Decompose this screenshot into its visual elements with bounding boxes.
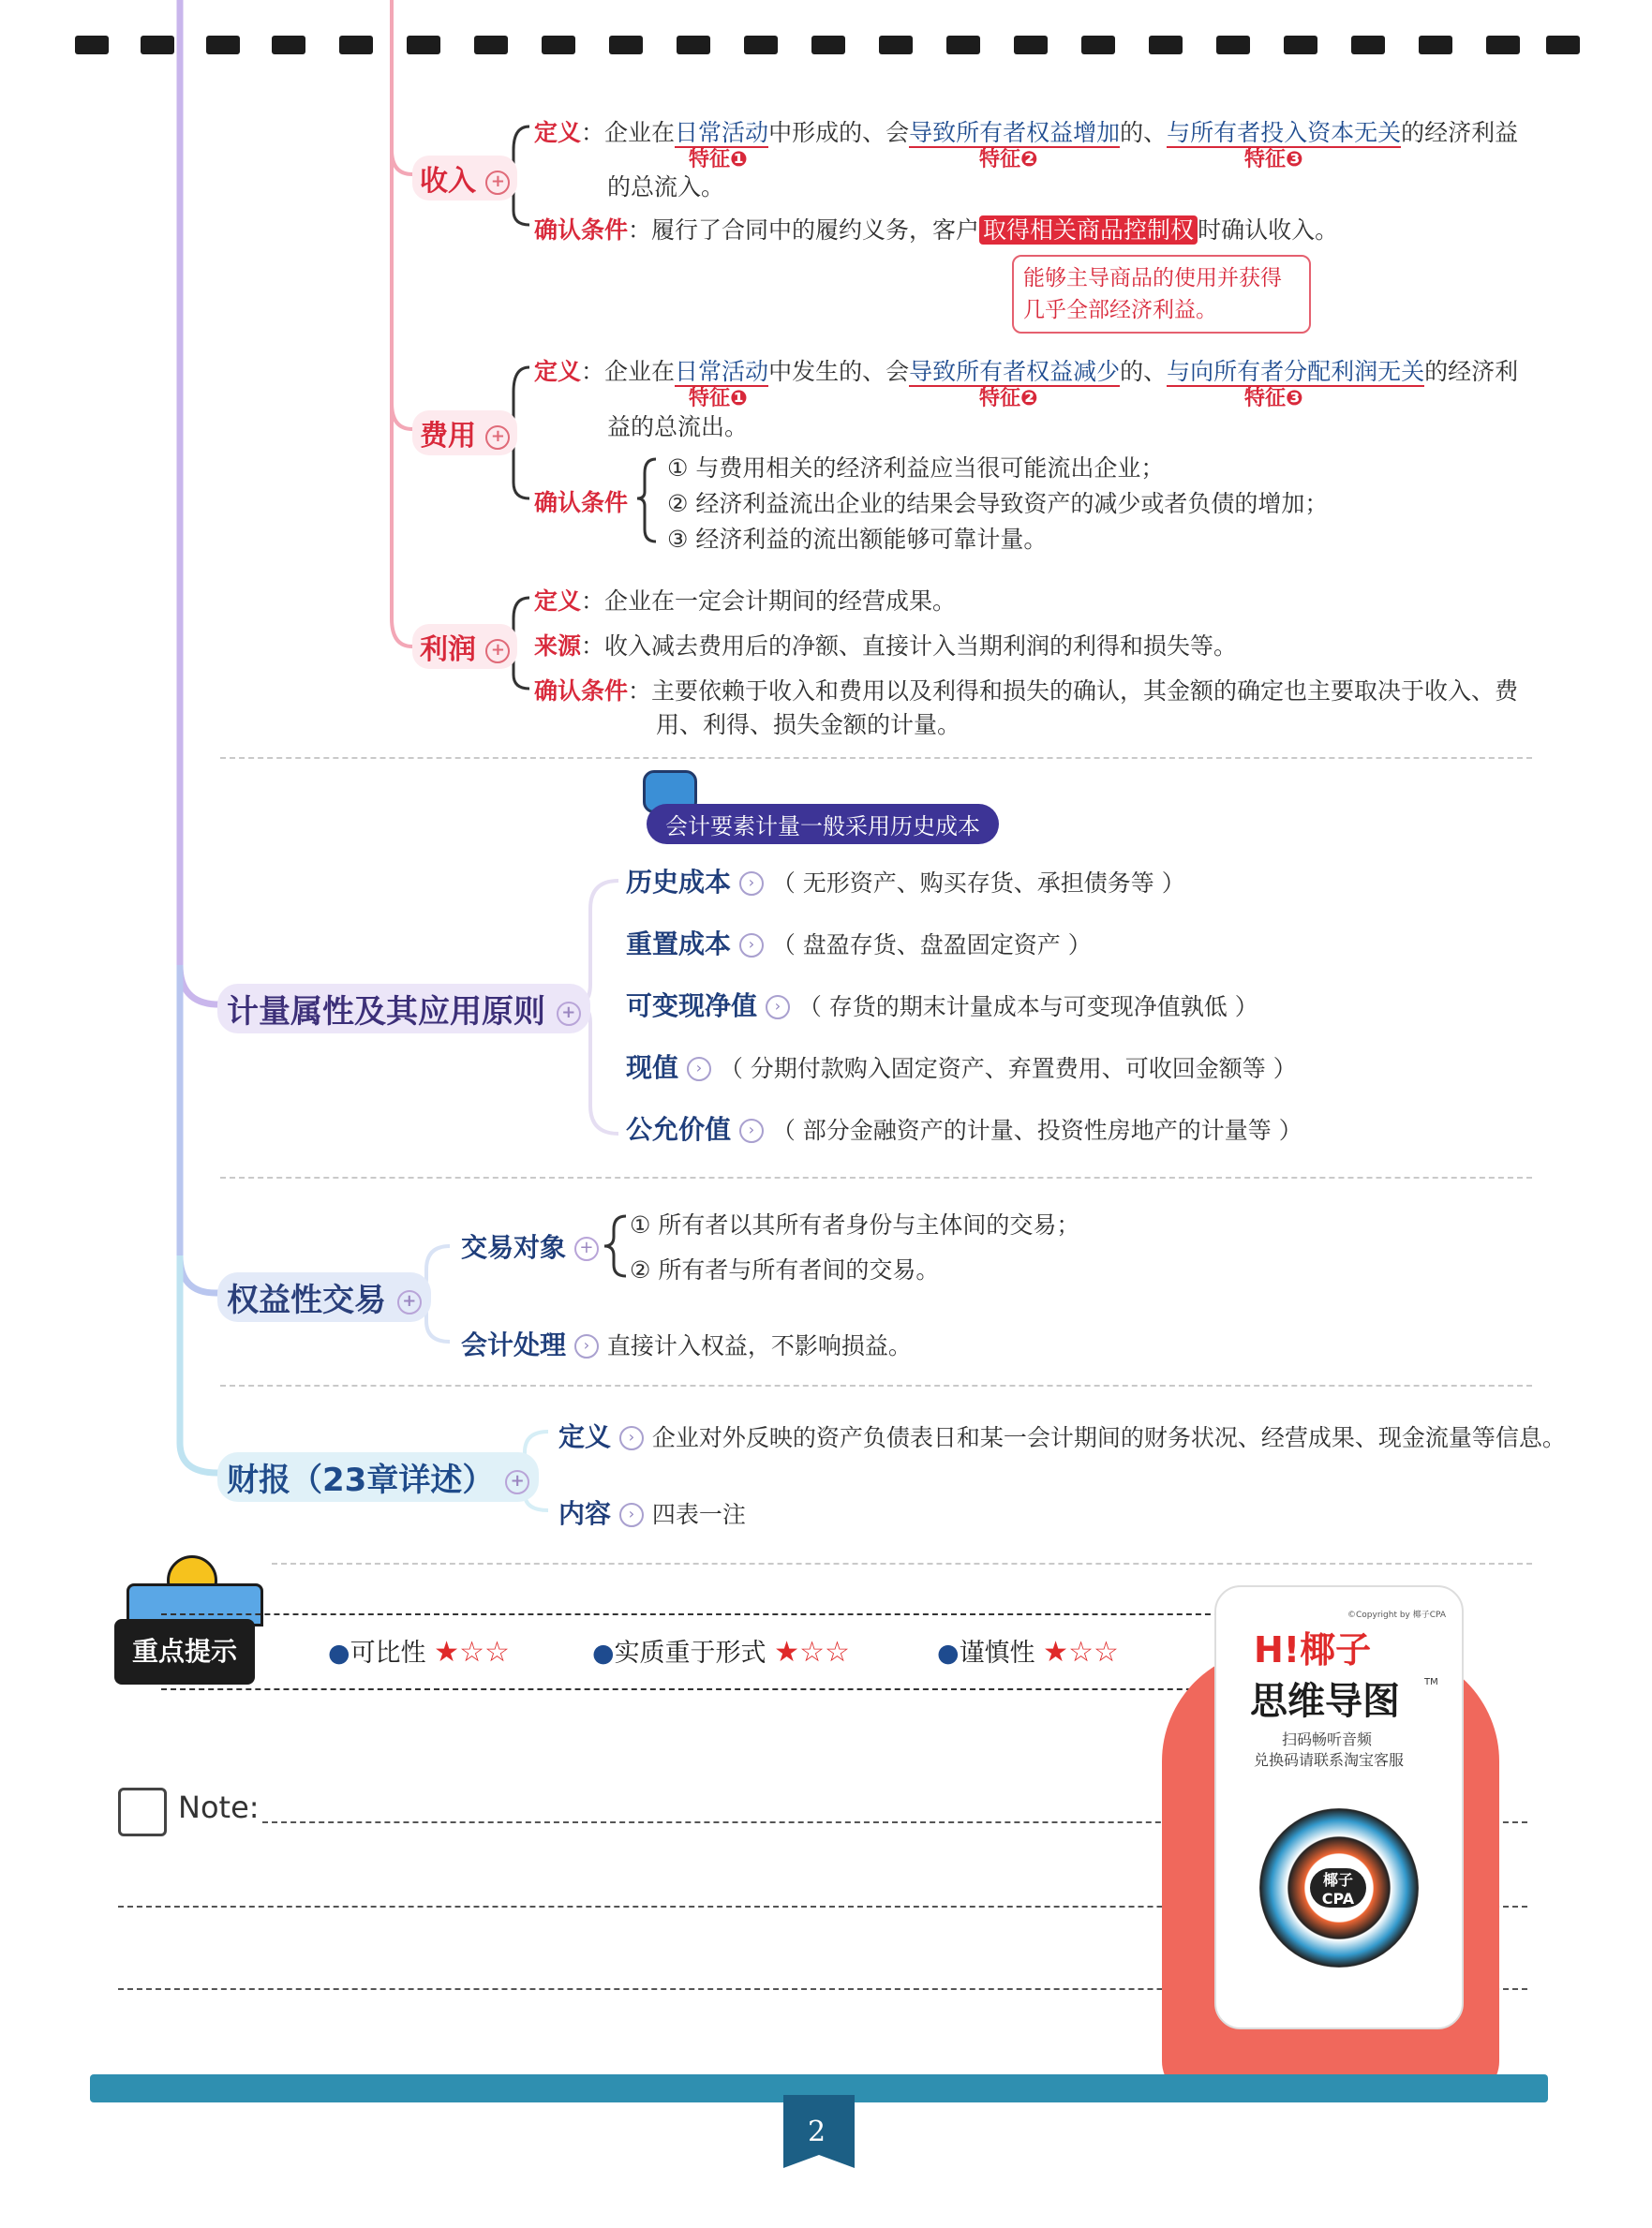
expand-icon[interactable]: + <box>505 1470 529 1494</box>
highlight-equity-decrease: 导致所有者权益减少 <box>909 358 1121 385</box>
revenue-callout <box>1012 255 1311 334</box>
text: 企业在 <box>604 119 676 146</box>
expense-condition-item: ② 经济利益流出企业的结果会导致资产的减少或者负债的增加； <box>667 490 1329 517</box>
measurement-item-note: （ 分期付款购入固定资产、弃置费用、可收回金额等 ） <box>719 1055 1297 1082</box>
brand-top: H!椰子 <box>1254 1629 1372 1671</box>
equity-object-item: ① 所有者以其所有者身份与主体间的交易； <box>630 1211 1080 1239</box>
text: 中发生的、会 <box>768 358 910 385</box>
expense-definition-cont: 益的总流出。 <box>607 413 749 440</box>
tips-badge: 重点提示 <box>114 1619 255 1685</box>
report-definition <box>558 1417 1566 1454</box>
callout-text: 能够主导商品的使用并获得几乎全部经济利益。 <box>1023 266 1282 322</box>
star-empty-icon: ☆ <box>1068 1636 1094 1669</box>
equity-node <box>217 1272 431 1322</box>
measurement-node-label: 计量属性及其应用原则 <box>227 993 545 1031</box>
measurement-banner: 会计要素计量一般采用历史成本 <box>647 804 999 844</box>
text: 履行了合同中的履约义务，客户 <box>651 216 980 244</box>
expense-definition: 定义：企业在日常活动中发生的、会导致所有者权益减少的、与向所有者分配利润无关的经济利 <box>534 358 1519 385</box>
revenue-definition: 定义：企业在日常活动中形成的、会导致所有者权益增加的、与所有者投入资本无关的经济利益 <box>534 119 1519 146</box>
measurement-item <box>626 862 1185 899</box>
brand-main: 思维导图 <box>1250 1680 1400 1723</box>
text: 企业在一定会计期间的经营成果。 <box>604 587 957 615</box>
arrow-icon[interactable]: › <box>739 871 764 896</box>
highlight-profit-unrelated: 与向所有者分配利润无关 <box>1167 358 1425 385</box>
report-node-label: 财报（23章详述） <box>227 1462 495 1499</box>
divider <box>272 1563 1532 1565</box>
divider <box>220 1385 1532 1387</box>
expand-icon[interactable]: + <box>574 1237 599 1261</box>
equity-node-label: 权益性交易 <box>227 1282 386 1319</box>
condition-label: 确认条件 <box>534 677 629 705</box>
star-empty-icon: ☆ <box>1093 1636 1119 1669</box>
measurement-item-note: （ 盘盈存货、盘盈固定资产 ） <box>771 931 1092 958</box>
definition-label: 定义 <box>534 119 582 146</box>
condition-label: 确认条件 <box>534 216 629 244</box>
expand-icon[interactable]: + <box>485 639 510 663</box>
phone-card <box>1214 1585 1464 2029</box>
revenue-feature-3: 特征❸ <box>1244 148 1303 171</box>
equity-treatment-text: 直接计入权益，不影响损益。 <box>606 1332 912 1359</box>
page-number: 2 <box>808 2116 826 2148</box>
highlight-daily-activity: 日常活动 <box>675 358 769 385</box>
measurement-item <box>626 1047 1297 1085</box>
tip-label: 实质重于形式 <box>614 1639 766 1668</box>
tip-label: 谨慎性 <box>959 1639 1035 1668</box>
measurement-item-label: 重置成本 <box>626 928 732 959</box>
report-definition-label: 定义 <box>558 1421 612 1452</box>
text: 的、 <box>1120 119 1168 146</box>
star-filled-icon: ★ <box>1043 1636 1069 1669</box>
star-empty-icon: ☆ <box>459 1636 484 1669</box>
definition-label: 定义 <box>534 587 582 615</box>
arrow-icon[interactable]: › <box>739 1119 764 1143</box>
expense-feature-3: 特征❸ <box>1244 387 1303 410</box>
divider <box>220 1177 1532 1179</box>
revenue-definition-cont: 的总流入。 <box>607 173 725 201</box>
expense-condition-item: ③ 经济利益的流出额能够可靠计量。 <box>667 526 1048 553</box>
arrow-icon[interactable]: › <box>687 1057 711 1081</box>
measurement-item-label: 现值 <box>626 1052 679 1083</box>
star-empty-icon: ☆ <box>824 1636 850 1669</box>
measurement-item-note: （ 存货的期末计量成本与可变现净值孰低 ） <box>797 993 1258 1020</box>
measurement-item-note: （ 部分金融资产的计量、投资性房地产的计量等 ） <box>771 1117 1302 1144</box>
equity-object-item: ② 所有者与所有者间的交易。 <box>630 1256 940 1284</box>
expense-feature-2: 特征❷ <box>979 387 1038 410</box>
measurement-node <box>217 984 590 1033</box>
revenue-node <box>412 156 517 201</box>
profit-definition: 定义：企业在一定会计期间的经营成果。 <box>534 587 957 615</box>
pencil-icon <box>118 1788 167 1836</box>
report-node <box>217 1452 539 1502</box>
expense-feature-1: 特征❶ <box>689 387 748 410</box>
star-empty-icon: ☆ <box>484 1636 510 1669</box>
measurement-item-note: （ 无形资产、购买存货、承担债务等 ） <box>771 869 1185 897</box>
arrow-icon[interactable]: › <box>766 995 790 1019</box>
equity-treatment-label: 会计处理 <box>461 1329 567 1360</box>
star-filled-icon: ★ <box>774 1636 800 1669</box>
tip-item: ●谨慎性 ★☆☆ <box>937 1636 1119 1669</box>
revenue-feature-2: 特征❷ <box>979 148 1038 171</box>
note-label: Note: <box>178 1790 260 1825</box>
brand-copyright: ©Copyright by 椰子CPA <box>1347 1611 1447 1620</box>
measurement-item-label: 历史成本 <box>626 867 732 898</box>
tip-label: 可比性 <box>350 1639 426 1668</box>
text: 中形成的、会 <box>768 119 910 146</box>
source-label: 来源 <box>534 632 582 660</box>
brand-tm: TM <box>1424 1677 1438 1687</box>
measurement-item-label: 可变现净值 <box>626 990 758 1021</box>
revenue-node-label: 收入 <box>420 165 476 198</box>
revenue-condition: 确认条件：履行了合同中的履约义务，客户 取得相关商品控制权 时确认收入。 <box>534 216 1339 244</box>
text: 企业在 <box>604 358 676 385</box>
profit-condition: 确认条件：主要依赖于收入和费用以及利得和损失的确认，其金额的确定也主要取决于收入、费 <box>534 677 1519 705</box>
arrow-icon[interactable]: › <box>619 1426 644 1450</box>
text: 主要依赖于收入和费用以及利得和损失的确认，其金额的确定也主要取决于收入、费 <box>651 677 1519 705</box>
expand-icon[interactable]: + <box>397 1290 422 1315</box>
highlight-daily-activity: 日常活动 <box>675 119 769 146</box>
promo-line-2: 兑换码请联系淘宝客服 <box>1254 1751 1405 1769</box>
expense-node <box>412 410 517 455</box>
profit-node-label: 利润 <box>420 633 476 666</box>
expand-icon[interactable]: + <box>485 171 510 195</box>
highlight-capital-unrelated: 与所有者投入资本无关 <box>1167 119 1402 146</box>
equity-treatment <box>461 1325 912 1362</box>
text: 的、 <box>1120 358 1168 385</box>
highlight-equity-increase: 导致所有者权益增加 <box>909 119 1121 146</box>
qr-center-label: 椰子CPA <box>1310 1868 1366 1908</box>
expense-condition-label: 确认条件 <box>534 489 629 516</box>
report-content <box>558 1493 746 1531</box>
equity-object <box>461 1227 599 1265</box>
expand-icon[interactable]: + <box>557 1002 581 1026</box>
promo-line-1: 扫码畅听音频 <box>1282 1730 1373 1748</box>
tip-item: ●实质重于形式 ★☆☆ <box>592 1636 850 1669</box>
profit-source: 来源：收入减去费用后的净额、直接计入当期利润的利得和损失等。 <box>534 632 1238 660</box>
measurement-item <box>626 986 1258 1023</box>
report-definition-text: 企业对外反映的资产负债表日和某一会计期间的财务状况、经营成果、现金流量等信息。 <box>651 1424 1566 1451</box>
definition-label: 定义 <box>534 358 582 385</box>
measurement-item-label: 公允价值 <box>626 1114 732 1145</box>
arrow-icon[interactable]: › <box>574 1334 599 1359</box>
text: 的经济利 <box>1424 358 1519 385</box>
report-content-label: 内容 <box>558 1498 612 1529</box>
revenue-feature-1: 特征❶ <box>689 148 748 171</box>
divider <box>220 757 1532 759</box>
arrow-icon[interactable]: › <box>739 933 764 958</box>
measurement-item <box>626 1109 1302 1147</box>
text: 时确认收入。 <box>1198 216 1339 244</box>
profit-node <box>412 624 517 669</box>
arrow-icon[interactable]: › <box>619 1503 644 1527</box>
star-empty-icon: ☆ <box>799 1636 825 1669</box>
text: 的经济利益 <box>1401 119 1519 146</box>
star-filled-icon: ★ <box>434 1636 460 1669</box>
text: 收入减去费用后的净额、直接计入当期利润的利得和损失等。 <box>604 632 1238 660</box>
profit-condition-cont: 用、利得、损失金额的计量。 <box>656 711 961 738</box>
report-content-text: 四表一注 <box>651 1501 746 1528</box>
expense-condition-item: ① 与费用相关的经济利益应当很可能流出企业； <box>667 454 1165 482</box>
measurement-item <box>626 924 1092 961</box>
equity-object-label: 交易对象 <box>461 1232 567 1263</box>
highlight-control: 取得相关商品控制权 <box>979 215 1198 245</box>
tip-item: ●可比性 ★☆☆ <box>328 1636 510 1669</box>
expand-icon[interactable]: + <box>485 425 510 450</box>
expense-node-label: 费用 <box>420 420 476 453</box>
